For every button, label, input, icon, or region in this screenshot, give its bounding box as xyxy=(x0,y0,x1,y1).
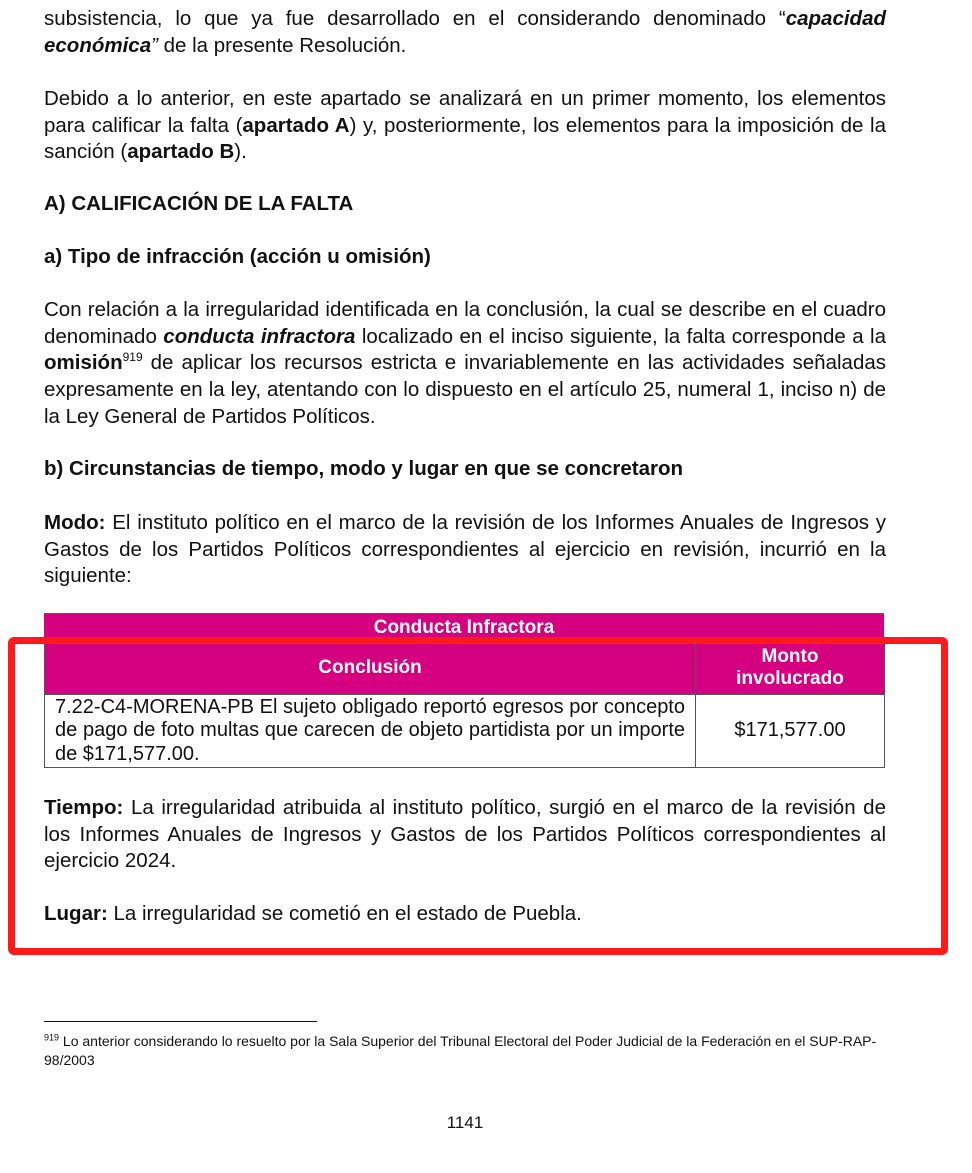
footnote-number: 919 xyxy=(44,1032,60,1043)
footnote-divider xyxy=(44,1021,317,1022)
paragraph-modo: Modo: El instituto político en el marco de la revisión de los Informes Anuales de Ingresos y Gastos de los Partidos Políticos correspondientes al ejercicio en revisión, incurrió en la siguiente: xyxy=(44,511,886,588)
page-number: 1141 xyxy=(446,1113,484,1132)
paragraph-intro: subsistencia, lo que ya fue desarrollado en el considerando denominado “capacidad económica” de la presente Resolución. xyxy=(44,7,886,57)
cell-conclusion: 7.22-C4-MORENA-PB El sujeto obligado reportó egresos por concepto de pago de foto multas que carecen de objeto partidista por un importe de $171,577.00. xyxy=(45,695,696,768)
paragraph-tiempo: Tiempo: La irregularidad atribuida al instituto político, surgió en el marco de la revisión de los Informes Anuales de Ingresos y Gastos de los Partidos Políticos correspondientes al ejercicio 2024. xyxy=(44,796,886,873)
heading-circunstancias: b) Circunstancias de tiempo, modo y lugar en que se concretaron xyxy=(44,457,684,480)
table-title: Conducta Infractora xyxy=(44,613,884,642)
paragraph-apartados: Debido a lo anterior, en este apartado se analizará en un primer momento, los elementos para calificar la falta (apartado A) y, posteriormente, los elementos para la imposición de la sanción (apartado B). xyxy=(44,87,886,164)
paragraph-tipo-infraccion: Con relación a la irregularidad identificada en la conclusión, la cual se describe en el cuadro denominado conducta infractora localizado en el inciso siguiente, la falta corresponde a la omisión$^{919}$ de aplicar los recursos estricta e invariablemente en las actividades señaladas expresamente en la ley, atentando con lo dispuesto en el artículo 25, numeral 1, inciso n) de la Ley General de Partidos Políticos. xyxy=(44,298,886,428)
heading-tipo-infraccion: a) Tipo de infracción (acción u omisión) xyxy=(44,245,431,268)
column-header-monto: Monto involucrado xyxy=(696,642,885,695)
cell-monto: $171,577.00 xyxy=(696,695,885,768)
paragraph-lugar: Lugar: La irregularidad se cometió en el estado de Puebla. xyxy=(44,902,582,925)
footnote-reference: 919 xyxy=(122,350,143,365)
heading-calificacion: A) CALIFICACIÓN DE LA FALTA xyxy=(44,192,354,215)
highlight-box xyxy=(8,637,948,955)
column-header-conclusion: Conclusión xyxy=(45,642,696,695)
footnote: $^{919}$ Lo anterior considerando lo resuelto por la Sala Superior del Tribunal Electoral del Poder Judicial de la Federación en el SUP-RAP-98/2003 xyxy=(44,1032,877,1068)
